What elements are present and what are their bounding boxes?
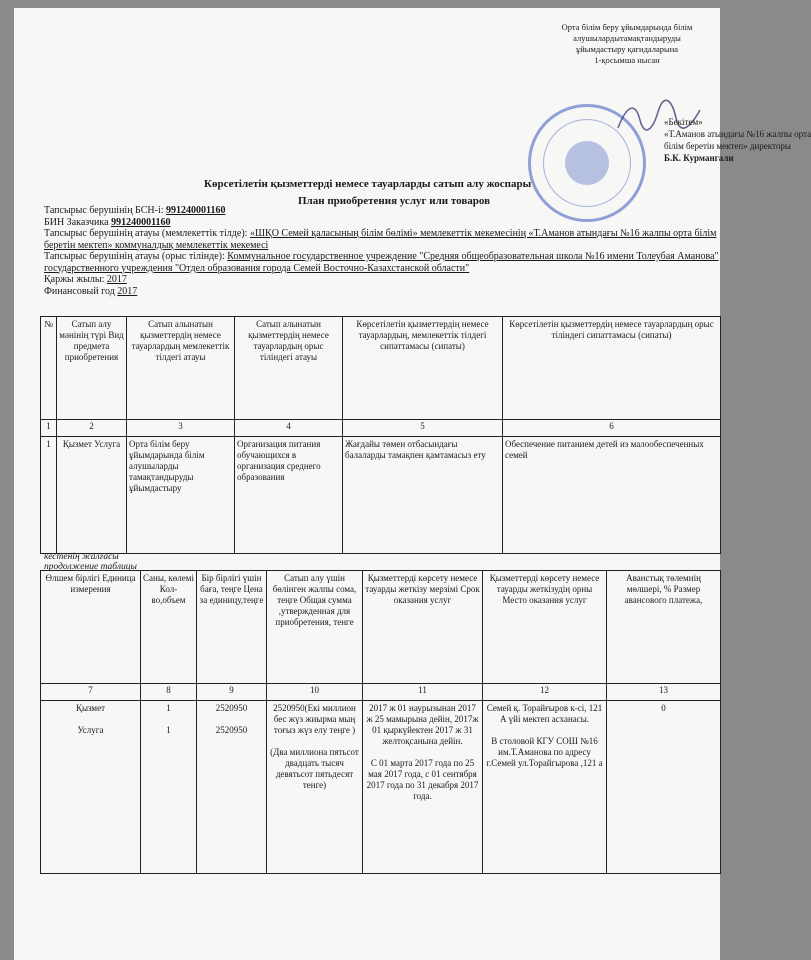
- column-number: 7: [41, 684, 141, 701]
- page-title-ru: План приобретения услуг или товаров: [298, 195, 491, 207]
- table-cell: [363, 701, 483, 874]
- column-number: 13: [607, 684, 721, 701]
- table-cell: Организация питания обучающихся в организация среднего образования: [235, 437, 343, 554]
- column-number: 6: [503, 420, 721, 437]
- price-value: 2520950: [215, 725, 248, 735]
- bin-kz-value: 991240001160: [166, 205, 226, 216]
- name-kz-label: Тапсырыс берушінің атауы (мемлекеттік тілде):: [44, 228, 248, 239]
- total-ru: (Два миллиона пятьсот двадцать тысяч девятьсот пятьдесят тенге): [270, 747, 359, 790]
- table-header: Қызметтерді көрсету немесе тауарды жеткізу мерзімі Срок оказания услуг: [363, 571, 483, 684]
- bin-ru-value: 991240001160: [111, 216, 171, 228]
- approval-side-line: «Бекітем»: [664, 117, 703, 127]
- table-cell: [607, 701, 721, 874]
- term-kz: 2017 ж 01 наурызынан 2017 ж 25 мамырына дейін, 2017ж 01 қыркүйектен 2017 ж 31 желтоқсанына дейін.: [366, 703, 479, 746]
- name-ru-label: Тапсырыс берушінің атауы (орыс тілінде):: [44, 251, 225, 262]
- table-cell: Обеспечение питанием детей из малообеспеченных семей: [503, 437, 721, 554]
- table-cell: Орта білім беру ұйымдарында білім алушыларды тамақтандыруды ұйымдастыру: [127, 437, 235, 554]
- column-number: 11: [363, 684, 483, 701]
- table-row: [41, 437, 721, 554]
- bin-ru-label: БИН Заказчика: [44, 216, 109, 228]
- table-header: Өлшем бірлігі Единица измерения: [41, 571, 141, 684]
- table-row: [41, 701, 721, 874]
- approval-side: [664, 116, 811, 164]
- table-header: Қызметтерді көрсету немесе тауарды жеткізудің орны Место оказания услуг: [483, 571, 607, 684]
- column-number: 12: [483, 684, 607, 701]
- column-number: 5: [343, 420, 503, 437]
- approval-side-line: Б.К. Курмангали: [664, 153, 734, 163]
- place-kz: Семей қ. Торайғыров к-сі, 121 А үйі мектеп асханасы.: [486, 703, 603, 724]
- page-title-kz: Көрсетілетін қызметтерді немесе тауарларды сатып алу жоспары: [204, 178, 532, 190]
- table-header: Сатып алынатын қызметтердің немесе тауарлардың орыс тіліндегі атауы: [235, 317, 343, 420]
- price-value: 2520950: [215, 703, 248, 713]
- table-header: Сатып алынатын қызметтердің немесе тауарлардың мемлекеттік тілдегі атауы: [127, 317, 235, 420]
- table-header: Аванстық төлемнің мөлшері, % Размер авансового платежа,: [607, 571, 721, 684]
- advance-value: 0: [661, 703, 666, 713]
- table-cell: Қызмет Услуга: [57, 437, 127, 554]
- approval-side-line: «Т.Аманов атындағы №16 жалпы орта: [664, 129, 811, 139]
- name-ru-value: Коммунальное государственное учреждение "Средняя общеобразовательная школа №16 имени Толеубая Аманова" государственного учреждения "Отдел образования города Семей Восточно-Казахстанской области": [44, 251, 719, 274]
- table-cell: [483, 701, 607, 874]
- table-cell: [267, 701, 363, 874]
- document-page: [14, 8, 811, 960]
- table-cell: 1: [41, 437, 57, 554]
- table-header: Сатып алу мәнінің түрі Вид предмета приобретения: [57, 317, 127, 420]
- column-number: 4: [235, 420, 343, 437]
- plan-table-continued: [40, 570, 721, 874]
- unit-kz: Қызмет: [75, 703, 106, 713]
- table-header: №: [41, 317, 57, 420]
- customer-info: [44, 205, 720, 297]
- place-ru: В столовой КГУ СОШ №16 им.Т.Аманова по адресу г.Семей ул.Торайгырова ,121 а: [486, 736, 603, 768]
- table-cell: [141, 701, 197, 874]
- approval-block: [534, 22, 720, 66]
- approval-line: алушылардытамақтандыруды: [573, 33, 681, 43]
- table-cell: Жағдайы төмен отбасындағы балаларды тамақпен қамтамасыз ету: [343, 437, 503, 554]
- table-header: Сатып алу үшін бөлінген жалпы сома, теңге Общая сумма ,утвержденная для приобретения, тенге: [267, 571, 363, 684]
- approval-line: Орта білім беру ұйымдарында білім: [561, 22, 693, 32]
- table-header: Көрсетілетін қызметтердің немесе тауарлардың орыс тіліндегі сипаттамасы (сипаты): [503, 317, 721, 420]
- table-header: Саны, көлемі Кол-во,объем: [141, 571, 197, 684]
- total-kz: 2520950(Екі миллион бес жүз жиырма мың тоғыз жүз елу теңге ): [273, 703, 356, 735]
- unit-ru: Услуга: [77, 725, 104, 735]
- table-header: Бір бірлігі үшін баға, теңге Цена за единицу,теңге: [197, 571, 267, 684]
- continuation-kz: кестенің жалғасы: [44, 552, 119, 562]
- year-ru-label: Финансовый год: [44, 285, 115, 297]
- plan-table: [40, 316, 721, 554]
- column-number: 8: [141, 684, 197, 701]
- approval-side-line: білім беретін мектеп» директоры: [664, 141, 791, 151]
- column-number: 10: [267, 684, 363, 701]
- table-header: Көрсетілетін қызметтердің немесе тауарлардың, мемлекеттік тілдегі сипаттамасы (сипаты): [343, 317, 503, 420]
- column-number: 9: [197, 684, 267, 701]
- table-cell: [41, 701, 141, 874]
- year-kz-label: Қаржы жылы:: [44, 274, 105, 285]
- column-number: 1: [41, 420, 57, 437]
- year-ru-value: 2017: [117, 285, 138, 297]
- column-number: 2: [57, 420, 127, 437]
- table-cell: [197, 701, 267, 874]
- qty-value: 1: [166, 703, 171, 713]
- name-kz-value: «ШҚО Семей қаласының білім бөлімі» мемлекеттік мекемесінің «Т.Аманов атындағы №16 жалпы орта білім беретін мектеп» коммуналдық мемлекеттік мекемесі: [44, 228, 717, 251]
- approval-line: ұйымдастыру қағидаларына: [575, 44, 679, 54]
- bin-kz-label: Тапсырыс берушінің БСН-і:: [44, 205, 164, 216]
- column-number: 3: [127, 420, 235, 437]
- continuation-ru: продолжение таблицы: [44, 562, 137, 572]
- term-ru: С 01 марта 2017 года по 25 мая 2017 года, с 01 сентября 2017 года по 31 декабря 2017 года.: [366, 758, 479, 801]
- qty-value: 1: [166, 725, 171, 735]
- year-kz-value: 2017: [106, 274, 127, 285]
- approval-line: 1-қосымша нысан: [594, 55, 660, 65]
- continuation-note: [44, 552, 137, 572]
